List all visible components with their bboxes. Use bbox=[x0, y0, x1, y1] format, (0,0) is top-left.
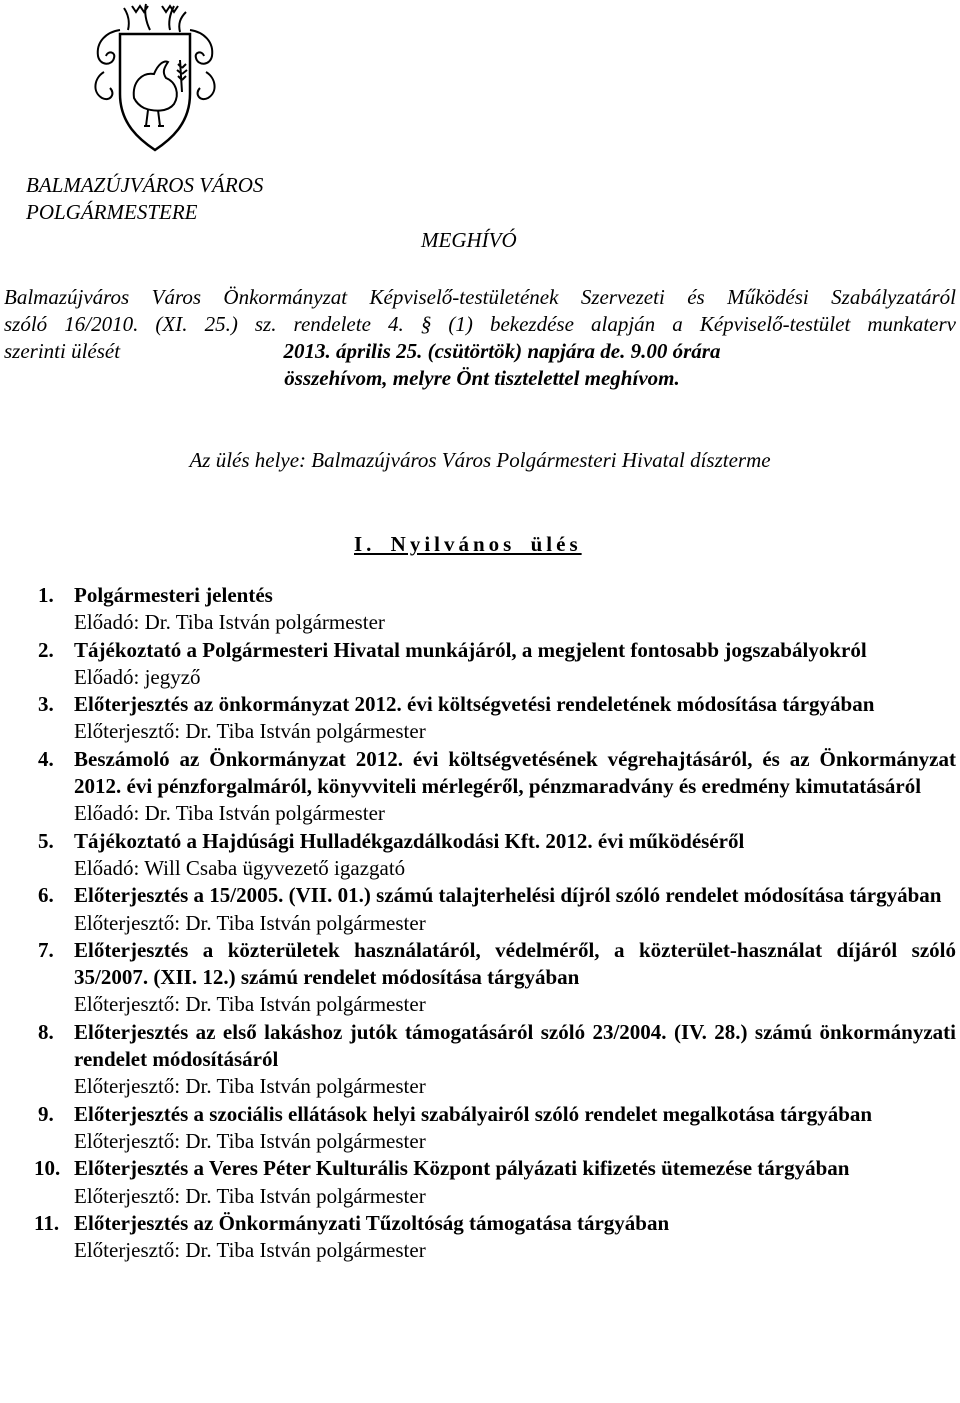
agenda-item-presenter: Előterjesztő: Dr. Tiba István polgármester bbox=[74, 1128, 426, 1153]
agenda-item-presenter: Előterjesztő: Dr. Tiba István polgármester bbox=[74, 1074, 426, 1099]
agenda-item-number: 4. bbox=[38, 746, 54, 771]
agenda-item-presenter: Előadó: Dr. Tiba István polgármester bbox=[74, 801, 385, 826]
agenda-item-number: 3. bbox=[38, 692, 54, 717]
agenda-item bbox=[38, 691, 956, 746]
agenda-item-number: 9. bbox=[38, 1101, 54, 1126]
intro-line: Balmazújváros Város Önkormányzat Képviselő-testületének Szervezeti és Működési Szabályzatáról bbox=[4, 285, 956, 309]
agenda-item-presenter: Előadó: Dr. Tiba István polgármester bbox=[74, 610, 385, 635]
agenda-item-presenter: Előterjesztő: Dr. Tiba István polgármester bbox=[74, 910, 426, 935]
agenda-item bbox=[38, 582, 956, 637]
agenda-item bbox=[38, 882, 956, 937]
session-heading: I. Nyilvános ülés bbox=[354, 532, 582, 556]
agenda-item bbox=[38, 637, 956, 692]
invitation-line: összehívom, melyre Önt tisztelettel meghívom. bbox=[284, 366, 680, 390]
agenda-item-title: Tájékoztató a Hajdúsági Hulladékgazdálkodási Kft. 2012. évi működéséről bbox=[74, 828, 745, 853]
agenda-list bbox=[34, 582, 956, 1264]
coat-of-arms-logo bbox=[84, 2, 226, 154]
agenda-item bbox=[34, 1210, 956, 1265]
agenda-item-number: 2. bbox=[38, 637, 54, 662]
document-title: MEGHÍVÓ bbox=[421, 228, 517, 252]
agenda-item-title: Előterjesztés a 15/2005. (VII. 01.) számú talajterhelési díjról szóló rendelet módosítása tárgyában bbox=[74, 883, 942, 908]
organization-title: POLGÁRMESTERE bbox=[26, 200, 198, 224]
agenda-item-number: 5. bbox=[38, 828, 54, 853]
agenda-item-number: 11. bbox=[34, 1210, 60, 1235]
agenda-item bbox=[38, 746, 956, 828]
agenda-item-title: Tájékoztató a Polgármesteri Hivatal munkájáról, a megjelent fontosabb jogszabályokról bbox=[74, 637, 867, 662]
agenda-item bbox=[38, 937, 956, 1019]
agenda-item-title: Előterjesztés a közterületek használatáról, védelméről, a közterület-használat díjáról szóló 35/2007. (XII. 12.) számú rendelet módosítása tárgyában bbox=[74, 937, 956, 990]
agenda-item bbox=[38, 1019, 956, 1101]
agenda-item-presenter: Előadó: Will Csaba ügyvezető igazgató bbox=[74, 855, 406, 880]
agenda-item-title: Előterjesztés az Önkormányzati Tűzoltóság támogatása tárgyában bbox=[74, 1210, 670, 1235]
agenda-item-presenter: Előterjesztő: Dr. Tiba István polgármester bbox=[74, 719, 426, 744]
agenda-item-title: Előterjesztés az önkormányzat 2012. évi költségvetési rendeletének módosítása tárgyában bbox=[74, 692, 875, 717]
agenda-item-presenter: Előadó: jegyző bbox=[74, 664, 201, 689]
agenda-item-title: Előterjesztés az első lakáshoz jutók támogatásáról szóló 23/2004. (IV. 28.) számú önkormányzati rendelet módosításáról bbox=[74, 1019, 956, 1072]
agenda-item-title: Előterjesztés a szociális ellátások helyi szabályairól szóló rendelet megalkotása tárgyában bbox=[74, 1101, 873, 1126]
agenda-item bbox=[38, 1101, 956, 1156]
agenda-item-title: Polgármesteri jelentés bbox=[74, 583, 273, 607]
meeting-date: 2013. április 25. (csütörtök) napjára de. 9.00 órára bbox=[283, 339, 721, 363]
agenda-item-number: 10. bbox=[34, 1156, 61, 1181]
intro-line: szóló 16/2010. (XI. 25.) sz. rendelete 4. § (1) bekezdése alapján a Képviselő-testület munkaterv bbox=[4, 312, 956, 336]
agenda-item-presenter: Előterjesztő: Dr. Tiba István polgármester bbox=[74, 1238, 426, 1263]
agenda-item-number: 1. bbox=[38, 583, 54, 607]
agenda-item bbox=[34, 1155, 956, 1210]
agenda-item bbox=[38, 828, 956, 883]
agenda-item-number: 6. bbox=[38, 883, 54, 908]
agenda-item-number: 8. bbox=[38, 1019, 54, 1044]
agenda-item-presenter: Előterjesztő: Dr. Tiba István polgármester bbox=[74, 992, 426, 1017]
agenda-item-title: Beszámoló az Önkormányzat 2012. évi költségvetésének végrehajtásáról, és az Önkormányzat 2012. évi pénzforgalmáról, könyvviteli mérlegéről, pénzmaradvány és eredmény kimutatásáról bbox=[74, 746, 956, 799]
agenda-item-number: 7. bbox=[38, 937, 54, 962]
agenda-item-presenter: Előterjesztő: Dr. Tiba István polgármester bbox=[74, 1183, 426, 1208]
intro-line: szerinti ülését bbox=[4, 339, 121, 363]
agenda-item-title: Előterjesztés a Veres Péter Kulturális Központ pályázati kifizetés ütemezése tárgyában bbox=[74, 1156, 850, 1181]
organization-name: BALMAZÚJVÁROS VÁROS bbox=[26, 173, 264, 197]
meeting-venue: Az ülés helye: Balmazújváros Város Polgármesteri Hivatal díszterme bbox=[189, 448, 771, 472]
